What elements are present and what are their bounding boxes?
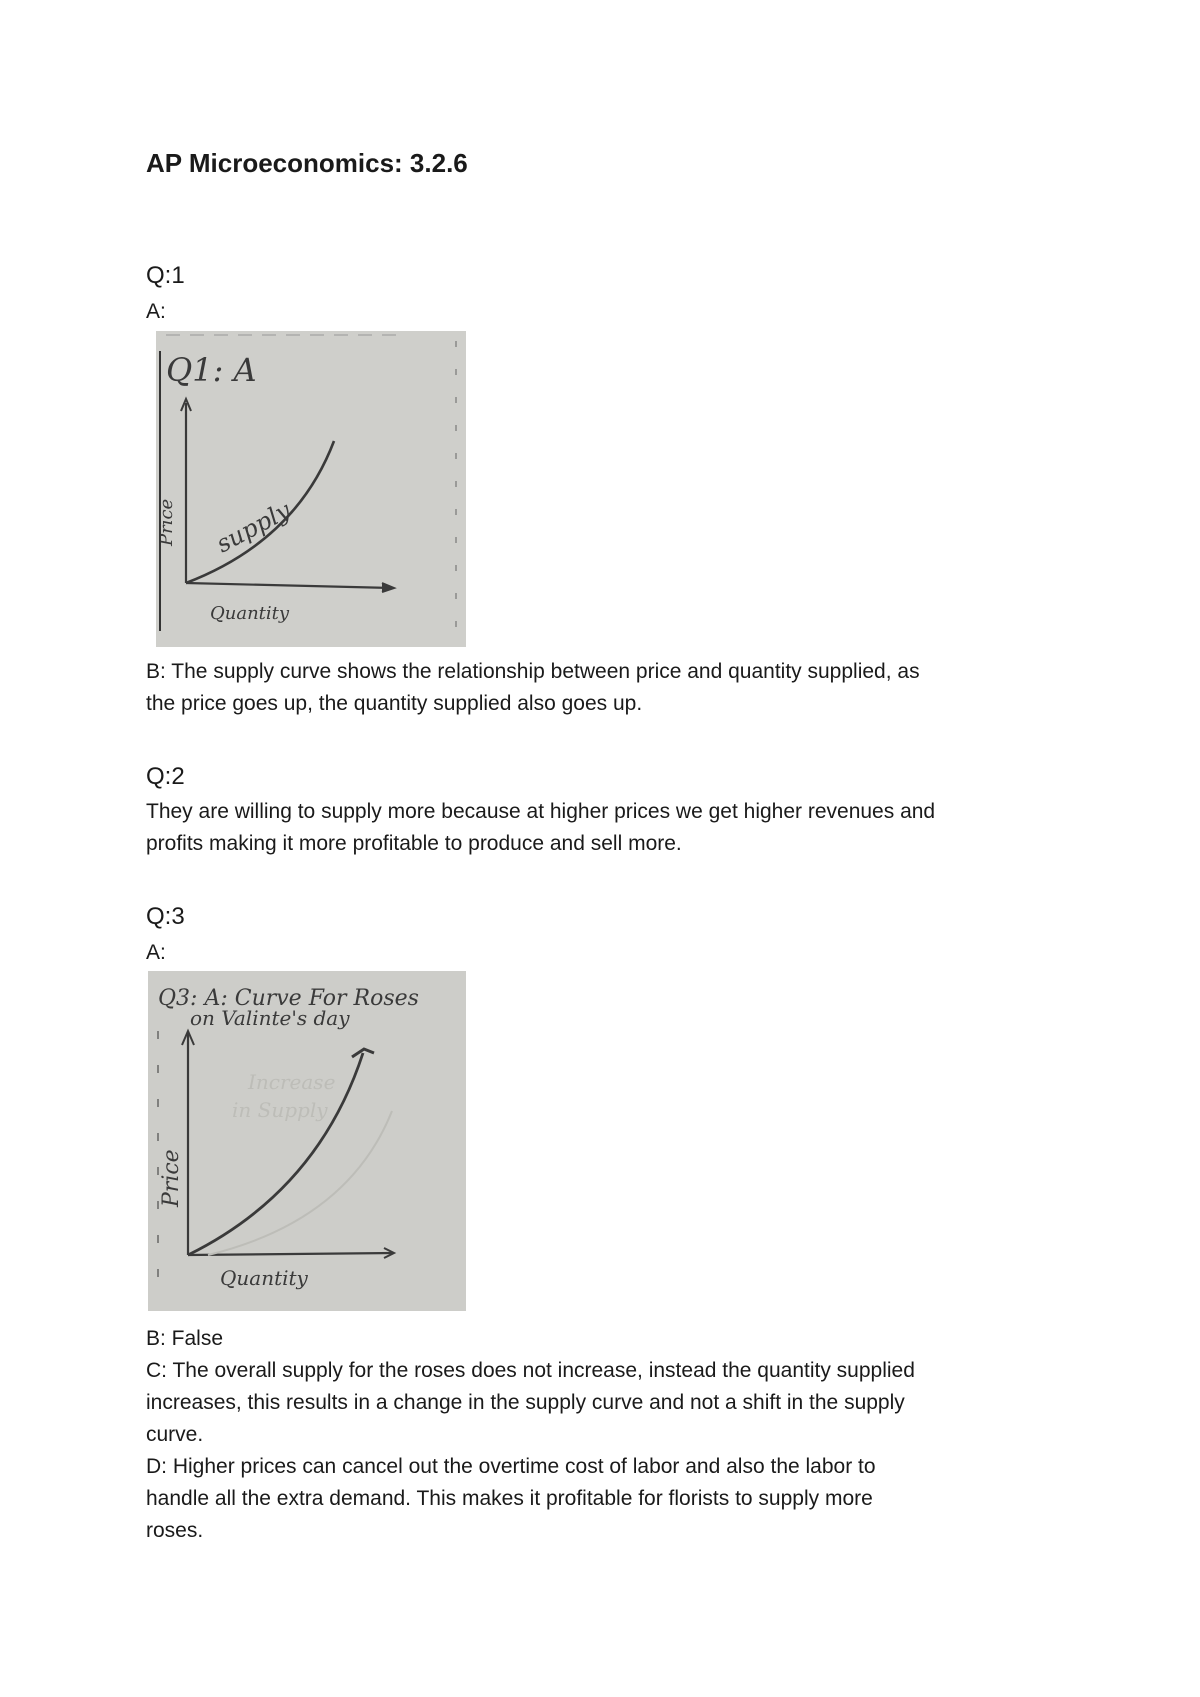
q1-b-line-2: the price goes up, the quantity supplied also goes up. [146, 692, 643, 715]
q1-b-line-1: B: The supply curve shows the relationship between price and quantity supplied, as [146, 660, 920, 683]
q1-a-label: A: [146, 300, 166, 323]
q1-heading: Q:1 [146, 262, 185, 289]
svg-text:in Supply: in Supply [232, 1098, 328, 1122]
q3-quantity-axis-label: Quantity [220, 1266, 308, 1290]
q3-a-label: A: [146, 941, 166, 964]
q3-d-line-1: D: Higher prices can cancel out the overtime cost of labor and also the labor to [146, 1455, 876, 1478]
q2-line-1: They are willing to supply more because at higher prices we get higher revenues and [146, 800, 936, 823]
q2-heading: Q:2 [146, 763, 185, 790]
q1-supply-label: supply [211, 496, 296, 559]
svg-text:Increase: Increase [248, 1070, 336, 1094]
q3-d-line-3: roses. [146, 1519, 204, 1542]
q3-c-line-3: curve. [146, 1423, 204, 1446]
q3-roses-supply-sketch-photo [148, 971, 466, 1311]
q3-heading: Q:3 [146, 903, 185, 930]
q3-c-line-2: increases, this results in a change in the supply curve and not a shift in the supply [146, 1391, 905, 1414]
q1-supply-sketch-photo [156, 331, 466, 647]
q3-sketch-title-line-2: on Valinte's day [190, 1006, 350, 1030]
q3-c-line-1: C: The overall supply for the roses does not increase, instead the quantity supplied [146, 1359, 915, 1382]
q1-quantity-axis-label: Quantity [210, 603, 290, 624]
q1-price-axis-label: Price [156, 498, 177, 546]
document-title: AP Microeconomics: 3.2.6 [146, 148, 468, 178]
q2-line-2: profits making it more profitable to produce and sell more. [146, 832, 682, 855]
q3-b-line: B: False [146, 1327, 224, 1350]
q3-price-axis-label: Price [159, 1149, 184, 1207]
q1-sketch-title: Q1: A [166, 351, 257, 389]
q3-d-line-2: handle all the extra demand. This makes it profitable for florists to supply more [146, 1487, 873, 1510]
q3-sketch-title-line-1: Q3: A: Curve For Roses [158, 986, 419, 1011]
